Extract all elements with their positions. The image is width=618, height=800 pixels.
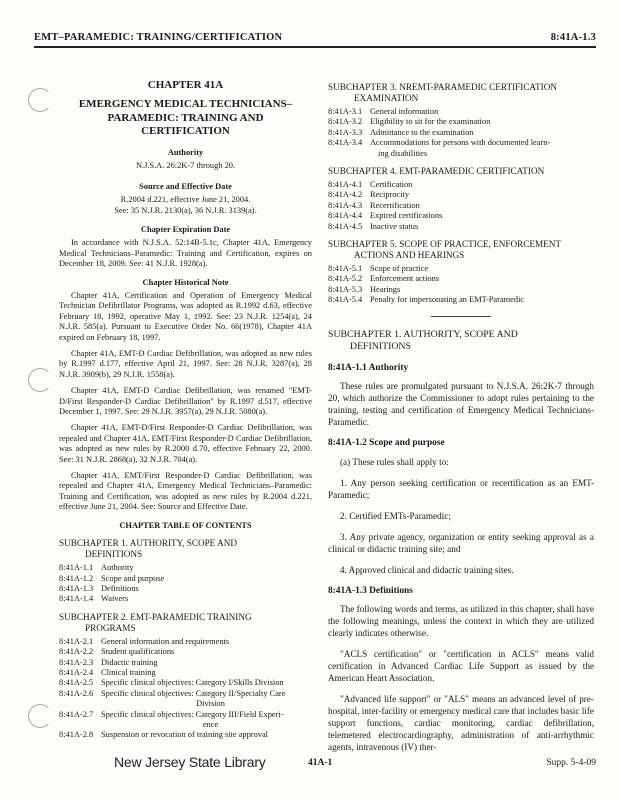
- rule-list-item: 3. Any private agency, organization or entity seeking approval as a clinical or didactic training site; and: [328, 531, 594, 554]
- chapter-number: CHAPTER 41A: [147, 79, 224, 91]
- history-paragraph: Chapter 41A, EMT/First Responder-D Cardiac Defibrillation, was repealed and Chapter 41A, Emergency Medical Technicians–Paramedic: Training and Certification, was adopted as new rules by R.2004 d.221, effective June 21, 2004. See: Source and Effective Date.: [59, 471, 312, 512]
- binder-hole-mark: [28, 368, 52, 392]
- toc-entry: 8:41A-2.4 Clinical training: [59, 667, 156, 677]
- rule-list-item: 1. Any person seeking certification or recertification as an EMT-Paramedic;: [328, 477, 594, 500]
- toc-entry: 8:41A-4.5 Inactive status: [328, 221, 419, 231]
- toc-entry: 8:41A-3.3 Admittance to the examination: [328, 127, 474, 137]
- toc-entry: 8:41A-2.6 Specific clinical objectives: Category II/Specialty Care Division: [59, 688, 286, 709]
- toc-entry: 8:41A-4.2 Reciprocity: [328, 190, 410, 200]
- toc-entry: 8:41A-3.1 General information: [328, 107, 439, 116]
- toc-entry: 8:41A-2.3 Didactic training: [59, 657, 158, 667]
- toc-entry: 8:41A-5.4 Penalty for impersonating an EMT-Paramedic: [328, 295, 525, 305]
- library-watermark: New Jersey State Library: [114, 754, 266, 770]
- toc-entry: 8:41A-4.3 Recertification: [328, 200, 420, 210]
- toc-entry: 8:41A-1.2 Scope and purpose: [59, 573, 165, 583]
- section-divider: [431, 316, 491, 317]
- toc-entry: 8:41A-1.3 Definitions: [59, 583, 139, 593]
- expiration-text: In accordance with N.J.S.A. 52:14B-5.1c, Chapter 41A, Emergency Medical Technicians–Paramedic: Training and Certification, expires on December 18, 2009. See: 41 N.J.R. 1928(a).: [59, 238, 312, 269]
- binder-hole-mark: [28, 88, 52, 112]
- toc-entry: 8:41A-5.2 Enforcement actions: [328, 274, 440, 284]
- page-footer: [34, 754, 596, 776]
- rule-heading: 8:41A-1.2 Scope and purpose: [328, 438, 445, 449]
- header-title: EMT–PARAMEDIC: TRAINING/CERTIFICATION: [34, 32, 283, 43]
- toc-subchapter-heading: SUBCHAPTER 1. AUTHORITY, SCOPE AND DEFINITIONS: [59, 538, 237, 560]
- rule-list-item: 4. Approved clinical and didactic training sites.: [340, 564, 514, 575]
- expiration-heading: Chapter Expiration Date: [140, 224, 231, 234]
- authority-heading: Authority: [167, 147, 204, 157]
- page-number: 41A-1: [308, 758, 333, 768]
- authority-text: N.J.S.A. 26:2K-7 through 20.: [135, 161, 236, 171]
- history-paragraph: Chapter 41A, EMT-D Cardiac Defibrillation, was adopted as new rules by R.1997 d.177, effective April 21, 1997. See: 28 N.J.R. 3287(a), 28 N.J.R. 3909(b), 29 N.J.R. 1558(a).: [59, 349, 312, 379]
- toc-entry: 8:41A-2.2 Student qualifications: [59, 647, 175, 657]
- right-column: [328, 82, 594, 762]
- running-header: [34, 30, 596, 46]
- toc-entry: 8:41A-5.1 Scope of practice: [328, 264, 429, 274]
- toc-entry: 8:41A-3.2 Eligibility to sit for the examination: [328, 117, 491, 127]
- header-section-number: 8:41A-1.3: [550, 32, 596, 43]
- history-paragraph: Chapter 41A, EMT-D/First Responder-D Cardiac Defibrillation, was repealed and Chapter 41A, EMT/First Responder-D Cardiac Defibrillation, was adopted as new rules by R.2000 d.70, effective February 22, 2000. See: 31 N.J.R. 2868(a), 32 N.J.R. 704(a).: [59, 423, 312, 464]
- definition-text: "Advanced life support" or "ALS" means an advanced level of pre-hospital, inter-facility or emergency medical care that includes basic life support functions, cardiac monitoring, cardiac defibrillation, telemetered electrocardiography, administration of anti-arrhythmic agents, intravenous (IV) ther-: [328, 693, 594, 752]
- toc-subchapter-heading: SUBCHAPTER 3. NREMT-PARAMEDIC CERTIFICATION EXAMINATION: [328, 82, 557, 103]
- source-heading: Source and Effective Date: [139, 181, 232, 191]
- binder-hole-mark: [28, 704, 52, 728]
- rule-text: (a) These rules shall apply to:: [340, 456, 449, 467]
- rule-heading: 8:41A-1.3 Definitions: [328, 585, 413, 596]
- header-rule: [34, 46, 596, 48]
- history-heading: Chapter Historical Note: [142, 277, 229, 287]
- toc-heading: CHAPTER TABLE OF CONTENTS: [119, 520, 252, 530]
- toc-entry: 8:41A-2.1 General information and requirements: [59, 636, 230, 646]
- subchapter-heading: SUBCHAPTER 1. AUTHORITY, SCOPE AND DEFINITIONS: [328, 328, 518, 352]
- toc-entry: 8:41A-2.5 Specific clinical objectives: Category I/Skills Division: [59, 678, 284, 688]
- source-text: R.2004 d.221, effective June 21, 2004. See: 35 N.J.R. 2130(a), 36 N.J.R. 3139(a).: [114, 195, 257, 215]
- rule-text: The following words and terms, as utilized in this chapter, shall have the following meanings, unless the context in which they are utilized clearly indicates otherwise.: [328, 603, 594, 638]
- history-paragraph: Chapter 41A, EMT-D Cardiac Defibrillation, was renamed "EMT-D/First Responder-D Cardiac Defibrillation" by R.1997 d.517, effective December 1, 1997. See: 29 N.J.R. 3957(a), 29 N.J.R. 5080(a).: [59, 386, 312, 417]
- supplement-date: Supp. 5-4-09: [546, 758, 596, 768]
- definition-text: "ACLS certification" or "certification in ACLS" means valid certification in Advanced Cardiac Life Support as issued by the American Heart Association.: [328, 648, 594, 683]
- toc-entry: 8:41A-4.4 Expired certifications: [328, 211, 443, 221]
- toc-entry: 8:41A-5.3 Hearings: [328, 284, 401, 294]
- rule-heading: 8:41A-1.1 Authority: [328, 362, 409, 373]
- toc-entry: 8:41A-4.1 Certification: [328, 180, 413, 190]
- toc-entry: 8:41A-1.1 Authority: [59, 563, 134, 573]
- left-column: [59, 80, 312, 741]
- toc-entry: 8:41A-1.4 Waivers: [59, 594, 129, 604]
- chapter-title: EMERGENCY MEDICAL TECHNICIANS– PARAMEDIC: TRAINING AND CERTIFICATION: [78, 98, 293, 138]
- toc-entry: 8:41A-3.4 Accommodations for persons with documented learn- ing disabilities: [328, 138, 551, 158]
- toc-subchapter-heading: SUBCHAPTER 2. EMT-PARAMEDIC TRAINING PROGRAMS: [59, 611, 252, 633]
- toc-entry: 8:41A-2.7 Specific clinical objectives: Category III/Field Experi- ence: [59, 709, 284, 729]
- rule-list-item: 2. Certified EMTs-Paramedic;: [340, 510, 451, 521]
- toc-subchapter-heading: SUBCHAPTER 5. SCOPE OF PRACTICE, ENFORCEMENT ACTIONS AND HEARINGS: [328, 239, 562, 261]
- toc-subchapter-heading: SUBCHAPTER 4. EMT-PARAMEDIC CERTIFICATION: [328, 166, 545, 177]
- history-paragraph: Chapter 41A, Certification and Operation of Emergency Medical Technician Defibrillator Programs, was adopted as R.1992 d.63, effective February 18, 1992, operative May 1, 1992. See: 23 N.J.R. 1254(a), 24 N.J.R. 585(a). Pursuant to Executive Order No. 66(1978), Chapter 41A expired on February 18, 1997.: [59, 290, 312, 342]
- toc-entry: 8:41A-2.8 Suspension or revocation of training site approval: [59, 730, 268, 740]
- rule-text: These rules are promulgated pursuant to N.J.S.A. 26:2K-7 through 20, which authorize the Commissioner to adopt rules pertaining to the training, testing and certification of Emergency Medical Technicians-Paramedic.: [328, 381, 594, 428]
